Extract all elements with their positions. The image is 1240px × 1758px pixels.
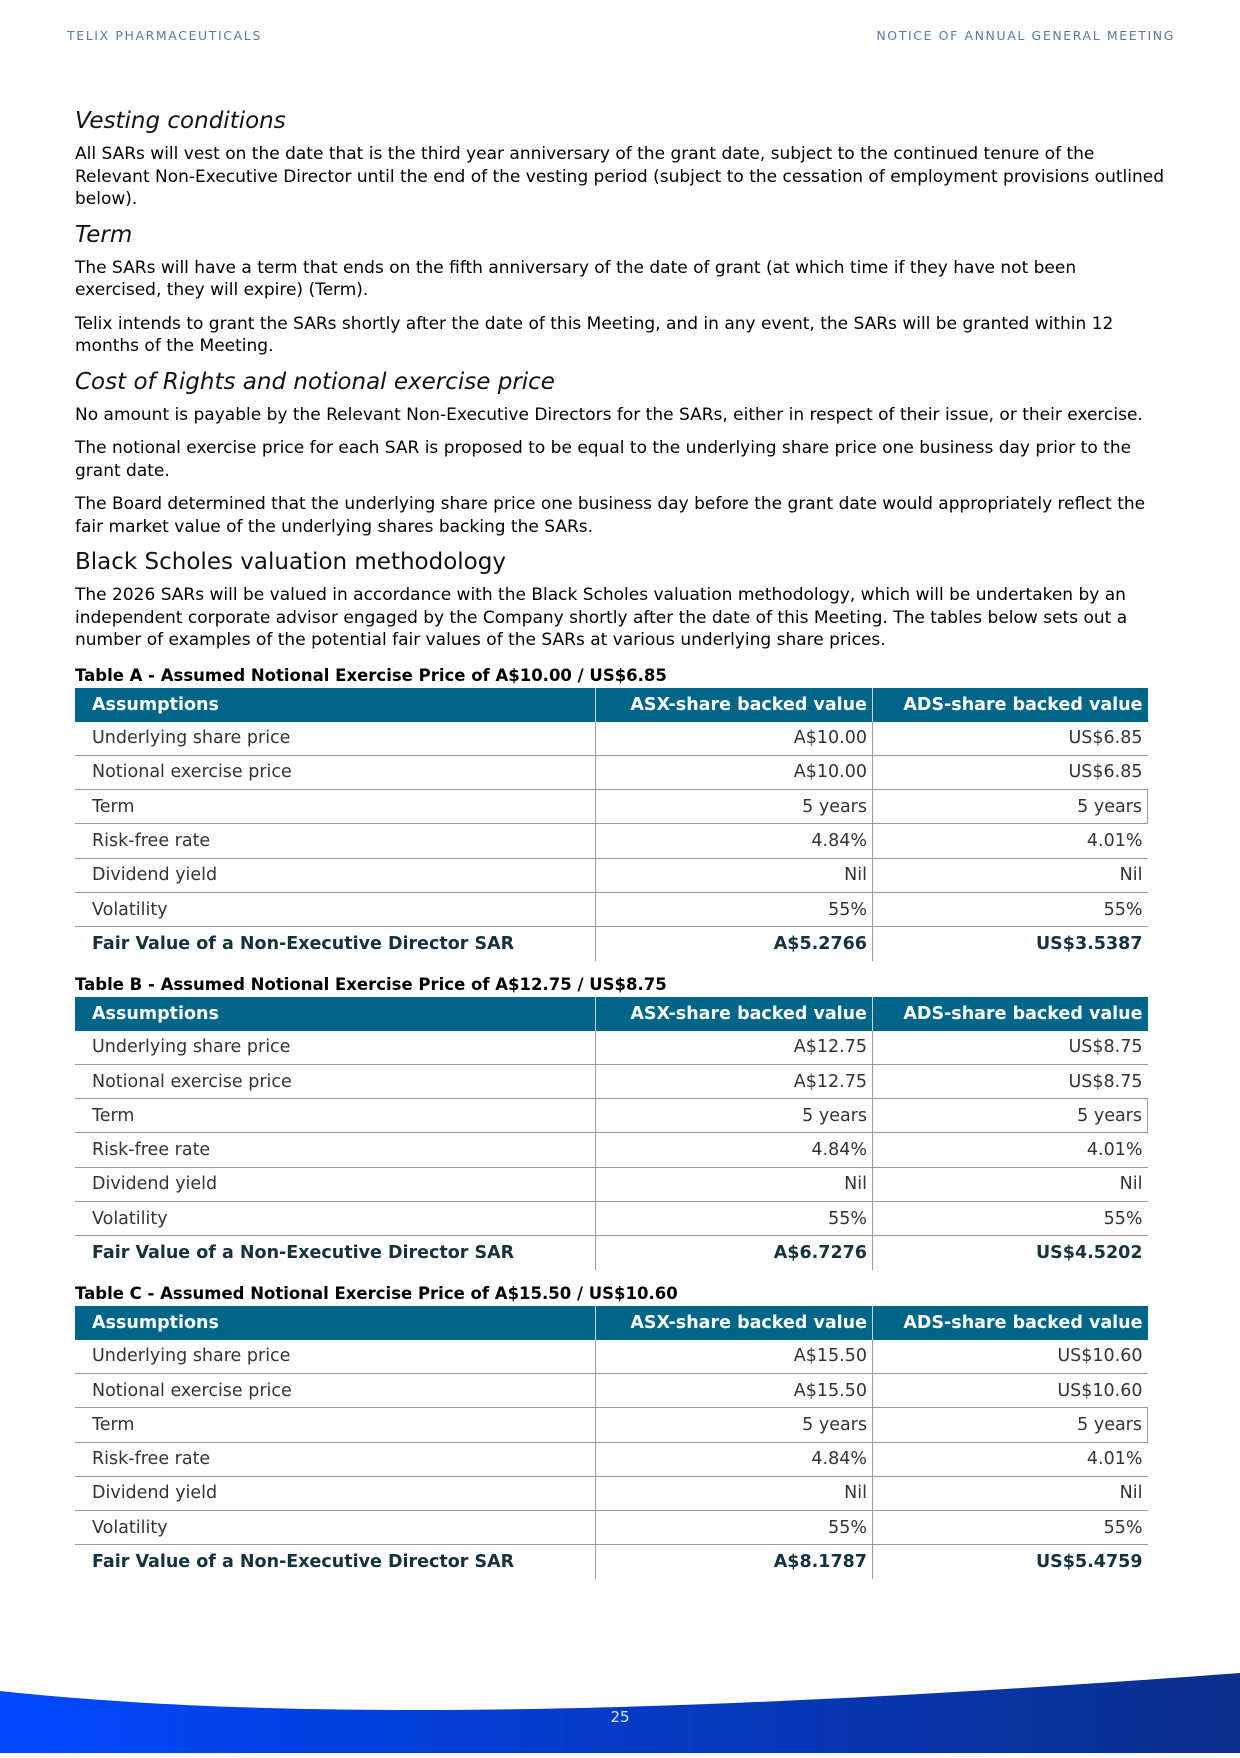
table-cell: 55% <box>596 1202 873 1236</box>
table-cell: Term <box>75 790 596 824</box>
table-cell: 5 years <box>596 1099 873 1133</box>
table-row <box>75 1476 1148 1510</box>
table-cell: 55% <box>873 1202 1148 1236</box>
fair-value-cell: A$6.7276 <box>596 1236 873 1270</box>
table-caption: Table B - Assumed Notional Exercise Price of A$12.75 / US$8.75 <box>75 974 667 994</box>
table-cell: Volatility <box>75 1202 596 1236</box>
fair-value-cell: US$3.5387 <box>1035 933 1143 954</box>
table-cell: 5 years <box>873 1408 1148 1442</box>
table-cell: Dividend yield <box>75 1167 596 1201</box>
column-header: ASX-share backed value <box>596 1306 873 1340</box>
vesting-paragraph: All SARs will vest on the date that is the third year anniversary of the grant date, subject to the continued tenure of the Relevant Non-Executive Director until the end of the vesting period (subject to the cessation of employment provisions outlined below). <box>75 144 1164 209</box>
table-caption: Table C - Assumed Notional Exercise Price of A$15.50 / US$10.60 <box>75 1283 678 1303</box>
table-cell: A$15.50 <box>596 1340 873 1374</box>
column-header: Assumptions <box>75 688 596 722</box>
table-cell: US$6.85 <box>873 722 1148 756</box>
table-cell: Nil <box>873 1476 1148 1510</box>
cost-heading: Cost of Rights and notional exercise price <box>75 368 555 395</box>
table-cell: Dividend yield <box>75 858 596 892</box>
table-row <box>75 1373 1148 1407</box>
table-cell: US$10.60 <box>873 1373 1148 1407</box>
table-cell: A$10.00 <box>596 722 873 756</box>
table-cell: 4.84% <box>596 1133 873 1167</box>
table-cell: A$15.50 <box>596 1373 873 1407</box>
table-caption: Table A - Assumed Notional Exercise Price of A$10.00 / US$6.85 <box>75 665 667 685</box>
table-row <box>75 1408 1148 1442</box>
table-row <box>75 858 1148 892</box>
table-row <box>75 1099 1148 1133</box>
term-paragraph-2: Telix intends to grant the SARs shortly after the date of this Meeting, and in any event, the SARs will be granted within 12 months of the Meeting. <box>75 313 1114 356</box>
cost-paragraph-2: The notional exercise price for each SAR is proposed to be equal to the underlying share price one business day prior to the grant date. <box>75 438 1132 481</box>
table-row <box>75 892 1148 926</box>
table-cell: Risk-free rate <box>75 1442 596 1476</box>
table-cell: Nil <box>596 1476 873 1510</box>
fair-value-cell: A$8.1787 <box>596 1545 873 1579</box>
fair-value-cell: Fair Value of a Non-Executive Director SAR <box>75 1545 596 1579</box>
table-cell: 4.84% <box>596 824 873 858</box>
table-cell: US$6.85 <box>873 755 1148 789</box>
fair-value-row <box>75 1236 1148 1270</box>
table-cell: Underlying share price <box>75 1340 596 1374</box>
term-paragraph-1: The SARs will have a term that ends on the fifth anniversary of the date of grant (at which time if they have not been exercised, they will expire) (Term). <box>75 257 1077 300</box>
table-cell: Notional exercise price <box>75 1064 596 1098</box>
table-row <box>75 722 1148 756</box>
table-cell: Risk-free rate <box>75 824 596 858</box>
table-row <box>75 1133 1148 1167</box>
cost-paragraph-1: No amount is payable by the Relevant Non-Executive Directors for the SARs, either in respect of their issue, or their exercise. <box>75 404 1143 425</box>
page-content <box>75 108 1165 1579</box>
valuation-table <box>75 688 1148 961</box>
column-header: Assumptions <box>75 997 596 1031</box>
table-row <box>75 1340 1148 1374</box>
running-header-document: NOTICE OF ANNUAL GENERAL MEETING <box>876 28 1175 43</box>
running-header-company: TELIX PHARMACEUTICALS <box>67 28 262 43</box>
page-footer <box>0 1673 1240 1753</box>
cost-paragraph-3: The Board determined that the underlying share price one business day before the grant date would appropriately reflect the fair market value of the underlying shares backing the SARs. <box>75 494 1146 537</box>
table-cell: Nil <box>873 1167 1148 1201</box>
vesting-heading: Vesting conditions <box>75 108 286 134</box>
column-header: ASX-share backed value <box>596 997 873 1031</box>
table-header-row <box>75 997 1148 1031</box>
table-cell: Volatility <box>75 892 596 926</box>
table-cell: Notional exercise price <box>75 1373 596 1407</box>
table-row <box>75 790 1148 824</box>
term-heading: Term <box>75 221 133 248</box>
valuation-table <box>75 997 1148 1270</box>
table-cell: 5 years <box>596 790 873 824</box>
table-cell: 5 years <box>596 1408 873 1442</box>
table-cell: 55% <box>596 1511 873 1545</box>
column-header: ASX-share backed value <box>596 688 873 722</box>
table-cell: A$12.75 <box>596 1031 873 1065</box>
table-cell: 4.01% <box>873 824 1148 858</box>
table-row <box>75 1031 1148 1065</box>
table-cell: 5 years <box>873 790 1148 824</box>
table-cell: 4.01% <box>873 1442 1148 1476</box>
table-cell: A$10.00 <box>596 755 873 789</box>
table-cell: Term <box>75 1408 596 1442</box>
table-cell: Underlying share price <box>75 1031 596 1065</box>
table-cell: Term <box>75 1099 596 1133</box>
table-cell: Notional exercise price <box>75 755 596 789</box>
black-scholes-paragraph: The 2026 SARs will be valued in accordance with the Black Scholes valuation methodology, which will be undertaken by an independent corporate advisor engaged by the Company shortly after the date of this Meeting. The tables below sets out a number of examples of the potential fair values of the SARs at various underlying share prices. <box>75 585 1128 650</box>
column-header: ADS-share backed value <box>873 1306 1148 1340</box>
table-cell: 55% <box>873 1511 1148 1545</box>
table-row <box>75 1442 1148 1476</box>
table-cell: US$8.75 <box>873 1064 1148 1098</box>
valuation-table <box>75 1306 1148 1579</box>
black-scholes-heading: Black Scholes valuation methodology <box>75 549 506 575</box>
table-cell: Nil <box>596 1167 873 1201</box>
table-row <box>75 1167 1148 1201</box>
table-row <box>75 1511 1148 1545</box>
table-cell: Dividend yield <box>75 1476 596 1510</box>
table-row <box>75 824 1148 858</box>
valuation-tables <box>75 666 1165 1579</box>
column-header: ADS-share backed value <box>873 688 1148 722</box>
table-cell: Volatility <box>75 1511 596 1545</box>
table-cell: Nil <box>596 858 873 892</box>
table-row <box>75 1064 1148 1098</box>
table-row <box>75 1202 1148 1236</box>
table-cell: Risk-free rate <box>75 1133 596 1167</box>
table-cell: 5 years <box>873 1099 1148 1133</box>
column-header: ADS-share backed value <box>873 997 1148 1031</box>
page-number: 25 <box>610 1708 630 1726</box>
table-cell: 55% <box>596 892 873 926</box>
fair-value-cell: Fair Value of a Non-Executive Director SAR <box>75 927 596 961</box>
table-cell: US$8.75 <box>873 1031 1148 1065</box>
fair-value-cell: A$5.2766 <box>596 927 873 961</box>
table-cell: 4.01% <box>873 1133 1148 1167</box>
table-cell: 55% <box>873 892 1148 926</box>
table-header-row <box>75 1306 1148 1340</box>
fair-value-row <box>75 927 1148 961</box>
table-cell: 4.84% <box>596 1442 873 1476</box>
table-cell: Nil <box>873 858 1148 892</box>
table-cell: A$12.75 <box>596 1064 873 1098</box>
fair-value-row <box>75 1545 1148 1579</box>
fair-value-cell: US$4.5202 <box>1035 1243 1143 1263</box>
fair-value-cell: US$5.4759 <box>1035 1552 1143 1573</box>
column-header: Assumptions <box>75 1306 596 1340</box>
table-header-row <box>75 688 1148 722</box>
table-cell: Underlying share price <box>75 722 596 756</box>
fair-value-cell: Fair Value of a Non-Executive Director SAR <box>75 1236 596 1270</box>
table-row <box>75 755 1148 789</box>
table-cell: US$10.60 <box>873 1340 1148 1374</box>
